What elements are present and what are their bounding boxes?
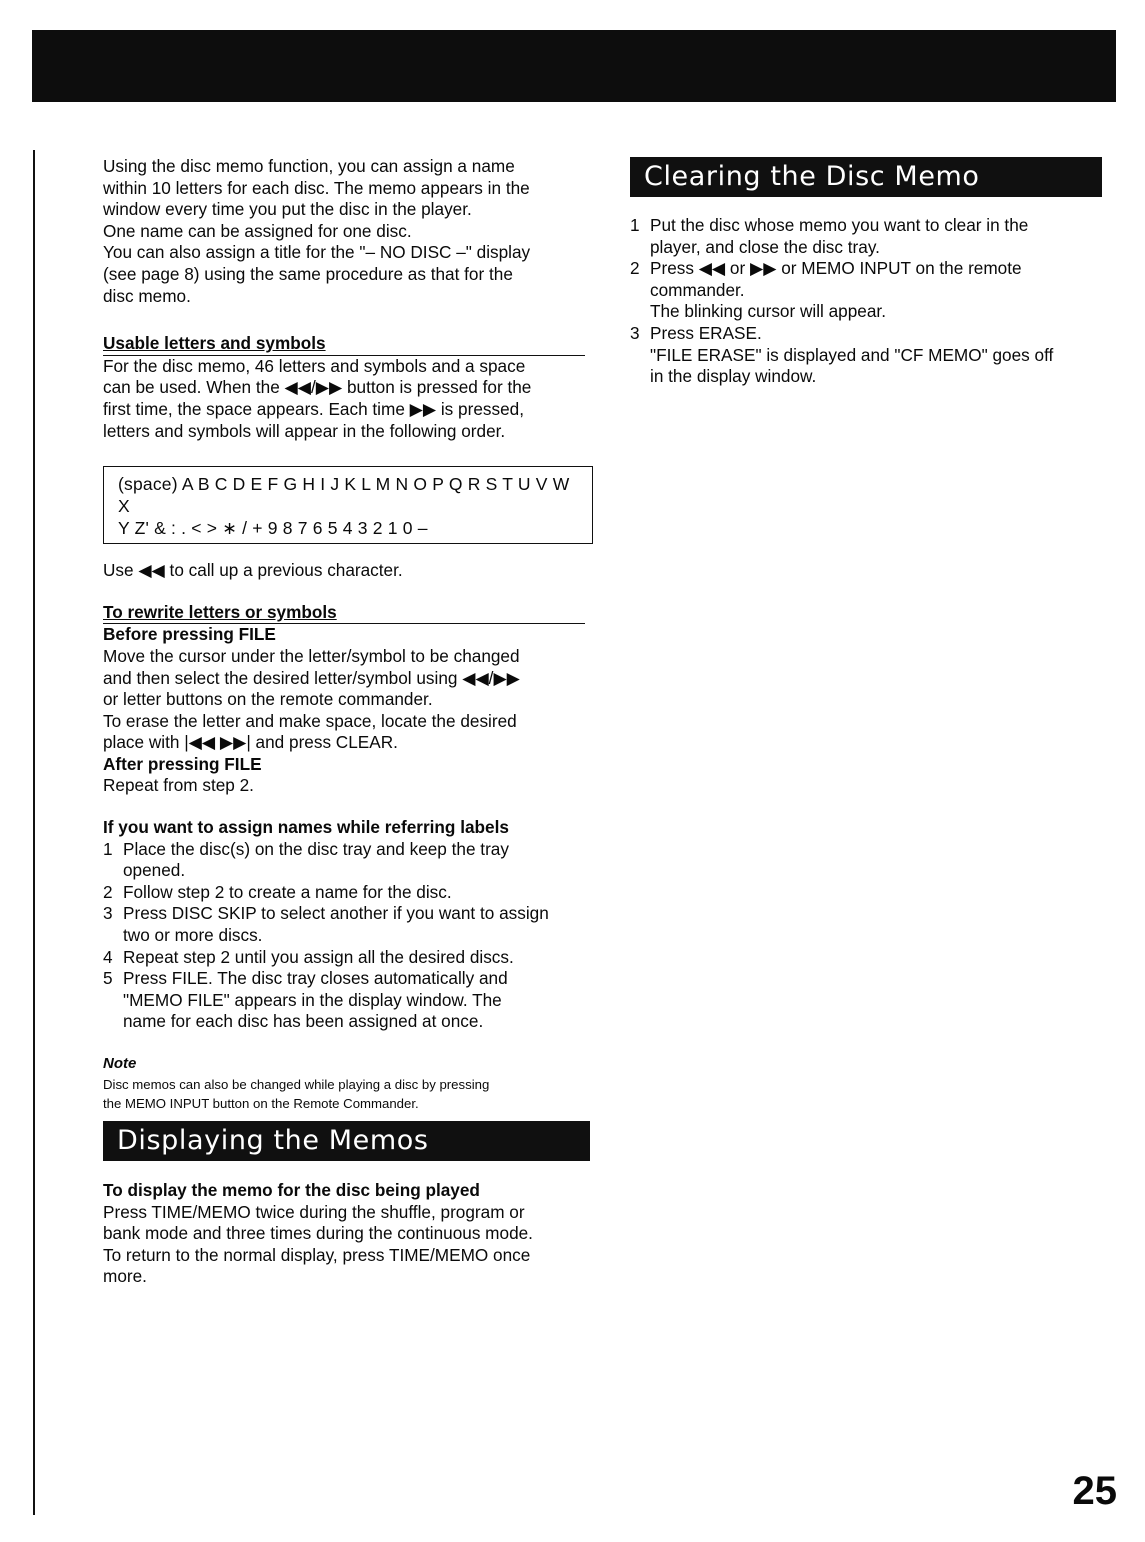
step-item: 2 Press ◀◀ or ▶▶ or MEMO INPUT on the remote commander. The blinking cursor will appear. xyxy=(630,258,1022,322)
displaying-line: more. xyxy=(103,1266,147,1287)
intro-line: disc memo. xyxy=(103,285,191,306)
usable-line: can be used. When the ◀◀/▶▶ button is pressed for the xyxy=(103,377,532,398)
usable-heading: Usable letters and symbols xyxy=(103,333,585,356)
displaying-section xyxy=(103,1180,588,1288)
step-item: 5 Press FILE. The disc tray closes automatically and "MEMO FILE" appears in the display window. The name for each disc has been assigned at once. xyxy=(103,968,508,1032)
before-label: Before pressing FILE xyxy=(103,624,276,645)
character-set-box xyxy=(103,466,593,544)
clearing-steps xyxy=(630,215,1100,388)
rewrite-heading: To rewrite letters or symbols xyxy=(103,602,585,625)
clearing-section xyxy=(630,215,1100,388)
labels-steps xyxy=(103,839,588,1033)
intro-line: (see page 8) using the same procedure as that for the xyxy=(103,263,513,284)
rewrite-line: To erase the letter and make space, locate the desired xyxy=(103,710,517,731)
intro-line: Using the disc memo function, you can assign a name xyxy=(103,156,515,176)
note-line: the MEMO INPUT button on the Remote Commander. xyxy=(103,1095,419,1111)
clearing-section-title: Clearing the Disc Memo xyxy=(630,157,1102,197)
rewrite-line: place with |◀◀ ▶▶| and press CLEAR. xyxy=(103,732,398,753)
displaying-line: bank mode and three times during the continuous mode. xyxy=(103,1223,533,1244)
intro-line: within 10 letters for each disc. The memo appears in the xyxy=(103,177,530,198)
step-item: 1 Place the disc(s) on the disc tray and keep the tray opened. xyxy=(103,838,509,881)
intro-paragraph xyxy=(103,156,588,307)
use-previous-line: Use ◀◀ to call up a previous character. xyxy=(103,560,403,581)
displaying-heading: To display the memo for the disc being played xyxy=(103,1180,480,1200)
header-band xyxy=(32,30,1116,102)
usable-line: first time, the space appears. Each time ▶▶ is pressed, xyxy=(103,398,524,419)
charset-line: (space) A B C D E F G H I J K L M N O P Q R S T U V W X xyxy=(118,474,570,517)
left-column xyxy=(103,156,588,1113)
after-label: After pressing FILE xyxy=(103,753,262,774)
after-line: Repeat from step 2. xyxy=(103,775,254,796)
displaying-line: To return to the normal display, press TIME/MEMO once xyxy=(103,1244,531,1265)
step-item: 3 Press ERASE. "FILE ERASE" is displayed and "CF MEMO" goes off in the display window. xyxy=(630,322,1054,387)
labels-heading: If you want to assign names while referring labels xyxy=(103,817,509,838)
usable-line: For the disc memo, 46 letters and symbols and a space xyxy=(103,355,526,376)
step-item: 3 Press DISC SKIP to select another if you want to assign two or more discs. xyxy=(103,903,549,946)
intro-line: One name can be assigned for one disc. xyxy=(103,220,412,241)
rewrite-line: or letter buttons on the remote commander. xyxy=(103,689,433,710)
intro-line: window every time you put the disc in the player. xyxy=(103,199,472,220)
page-number: 25 xyxy=(1072,1469,1117,1513)
usable-line: letters and symbols will appear in the following order. xyxy=(103,420,506,441)
step-item: 4 Repeat step 2 until you assign all the desired discs. xyxy=(103,946,514,967)
note-line: Disc memos can also be changed while playing a disc by pressing xyxy=(103,1076,490,1092)
step-item: 2 Follow step 2 to create a name for the disc. xyxy=(103,881,452,902)
intro-line: You can also assign a title for the "– NO DISC –" display xyxy=(103,242,531,263)
displaying-section-title: Displaying the Memos xyxy=(103,1121,590,1161)
step-item: 1 Put the disc whose memo you want to clear in the player, and close the disc tray. xyxy=(630,215,1029,257)
rewrite-line: and then select the desired letter/symbol using ◀◀/▶▶ xyxy=(103,667,520,688)
displaying-line: Press TIME/MEMO twice during the shuffle, program or xyxy=(103,1201,525,1222)
binding-rule xyxy=(33,150,35,1515)
charset-line: Y Z' & : . < > ∗ / + 9 8 7 6 5 4 3 2 1 0 – xyxy=(118,518,428,539)
rewrite-line: Move the cursor under the letter/symbol to be changed xyxy=(103,645,520,666)
note-title: Note xyxy=(103,1055,137,1072)
